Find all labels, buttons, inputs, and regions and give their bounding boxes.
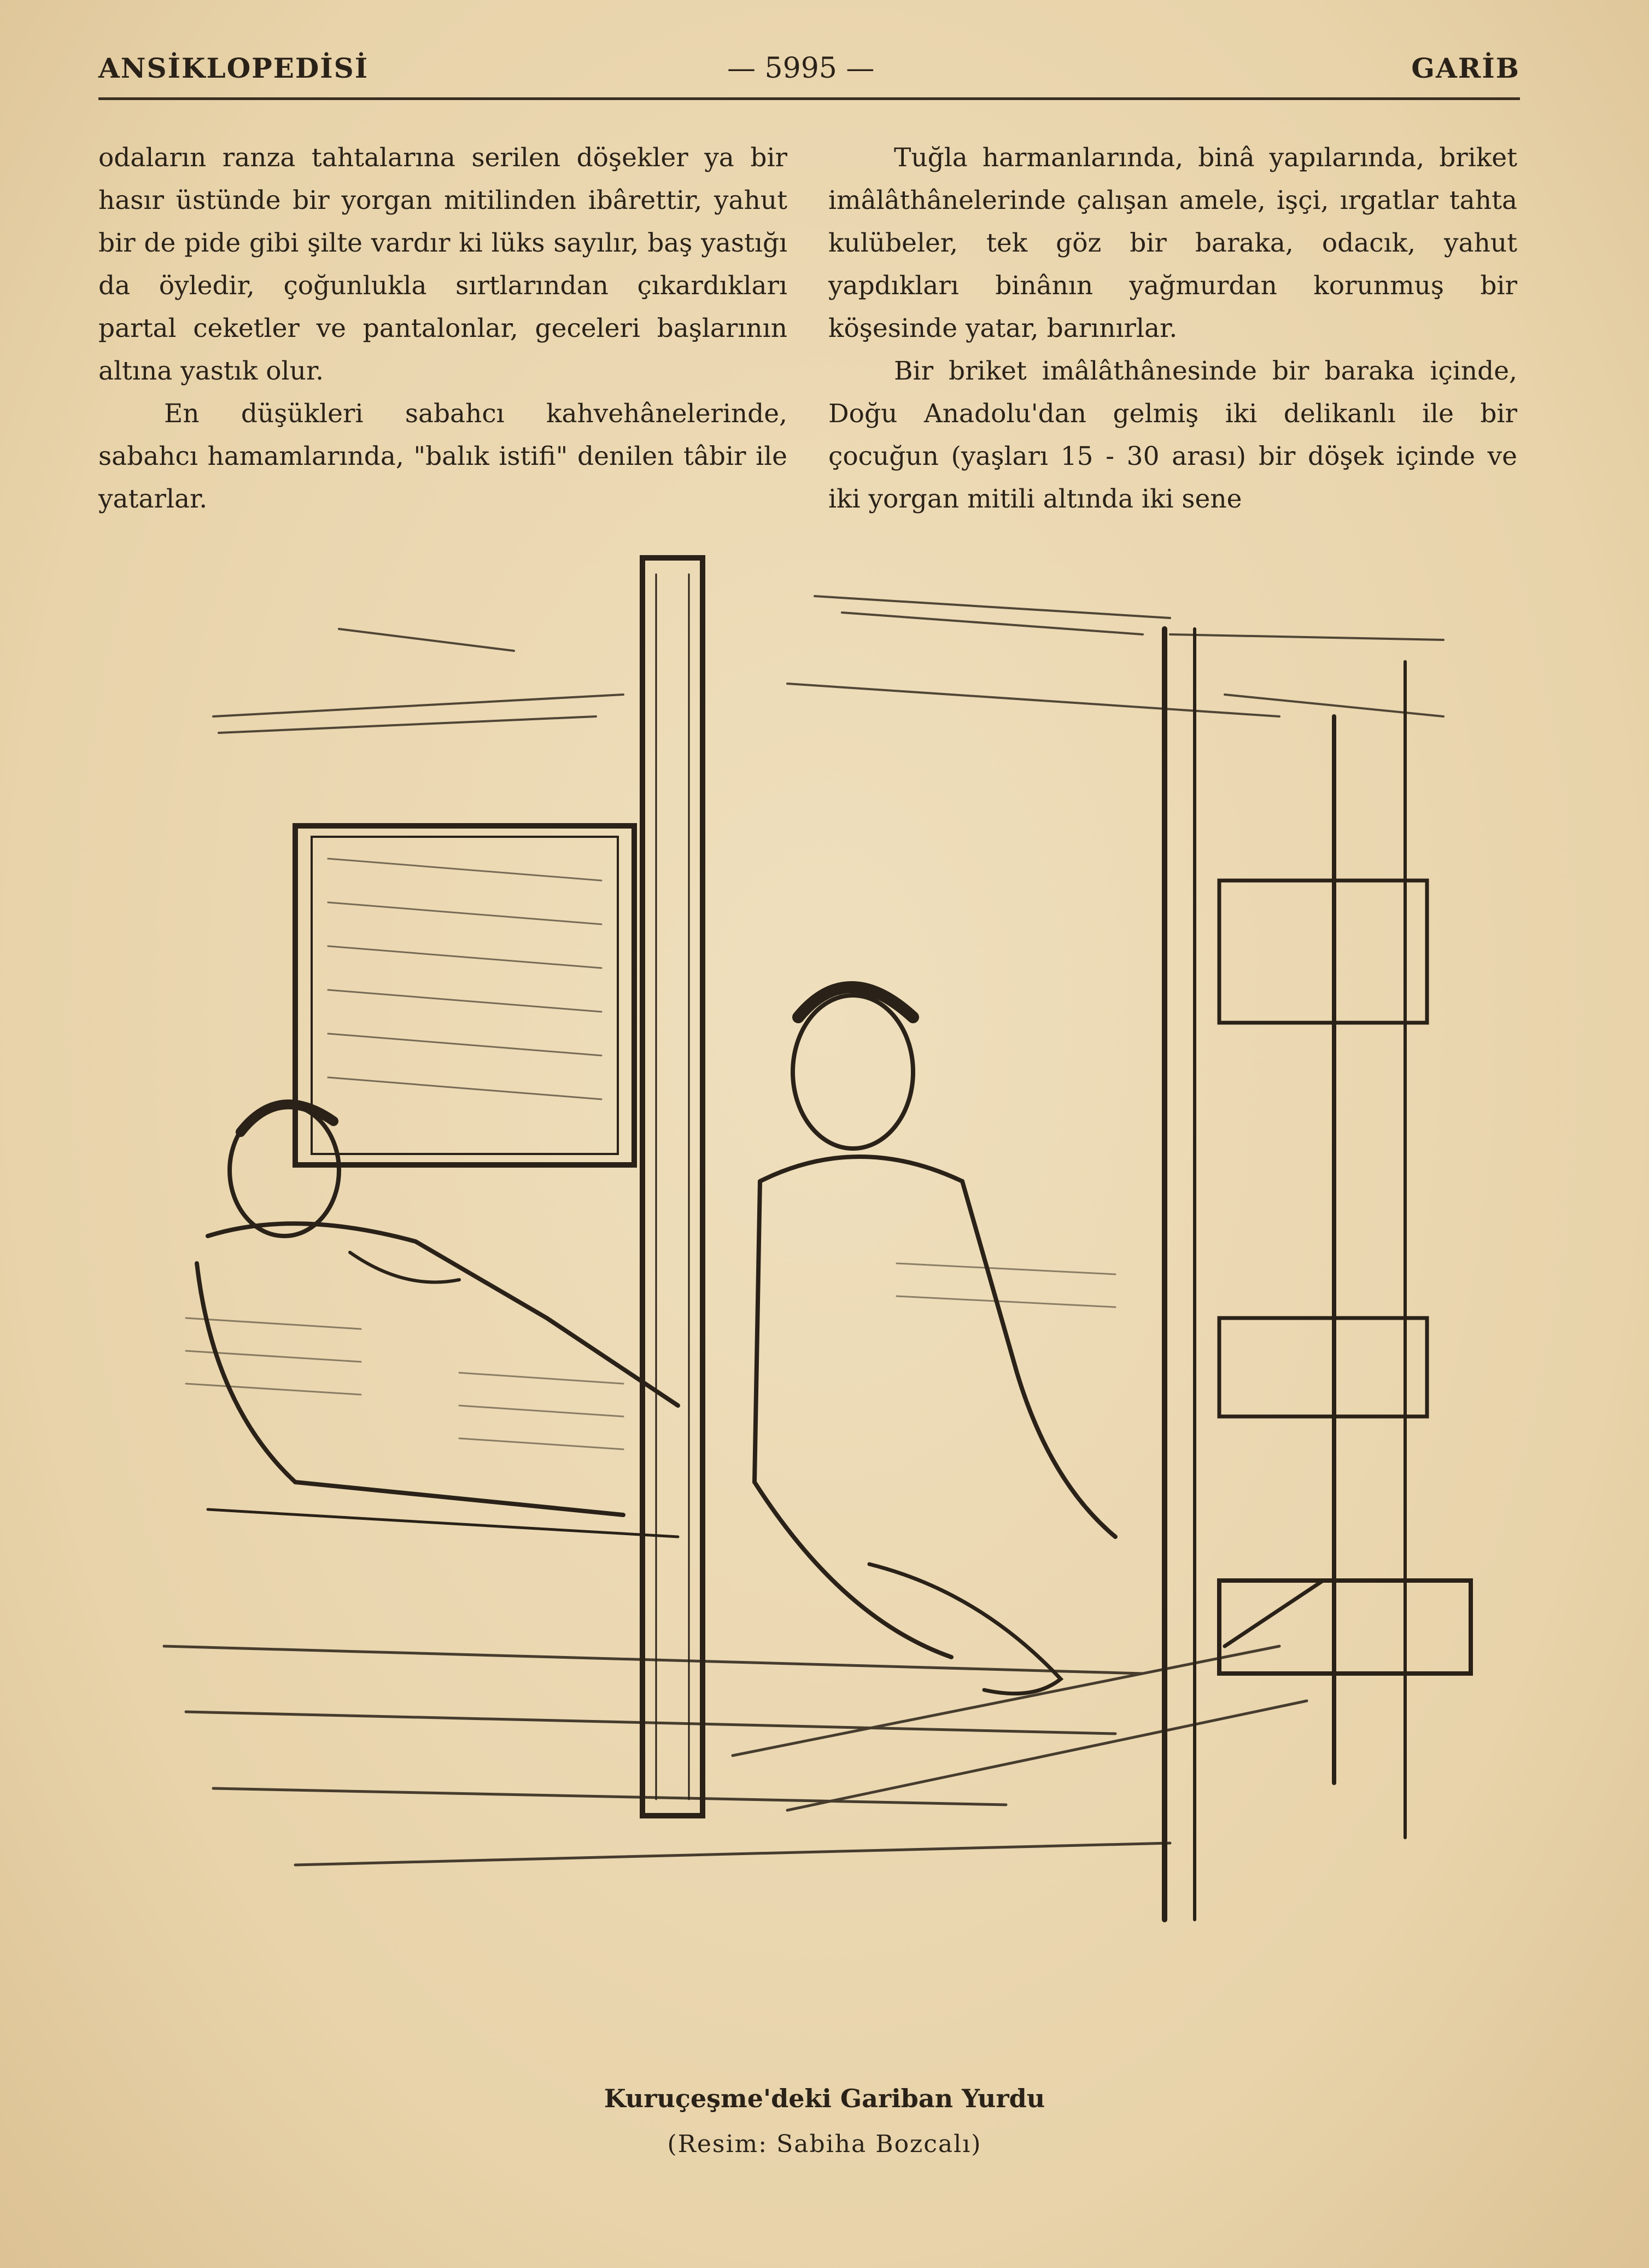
text-column-left bbox=[98, 137, 787, 521]
figure-caption: Kuruçeşme'deki Gariban Yurdu bbox=[604, 2084, 1045, 2113]
header-entry-title: GARİB bbox=[1411, 52, 1520, 84]
paragraph: Bir briket imâlâthânesinde bir baraka içinde, Doğu Anadolu'dan gelmiş iki delikanlı ile bir çocuğun (yaşları 15 - 30 arası) bir döşek içinde ve iki yorgan mitili altında iki sene bbox=[828, 356, 1517, 514]
page-header bbox=[98, 52, 1520, 96]
header-rule bbox=[98, 97, 1520, 100]
text-column-right bbox=[828, 137, 1517, 521]
paragraph: Tuğla harmanlarında, binâ yapılarında, briket imâlâthânelerinde çalışan amele, işçi, ırgatlar tahta kulübeler, tek göz bir baraka, odacık, yahut yapdıkları binânın yağmurdan korunmuş bir köşesinde yatar, barınırlar. bbox=[828, 143, 1517, 343]
illustration-barracks-sketch bbox=[131, 552, 1498, 2034]
paragraph: odaların ranza tahtalarına serilen döşekler ya bir hasır üstünde bir yorgan mitilinden ibârettir, yahut bir de pide gibi şilte vardır ki lüks sayılır, baş yastığı da öyledir, çoğunlukla sırtlarından çıkardıkları partal ceketler ve pantalonlar, geceleri başlarının altına yastık olur. bbox=[98, 143, 787, 386]
figure-credit: (Resim: Sabiha Bozcalı) bbox=[667, 2130, 982, 2158]
paragraph: En düşükleri sabahcı kahvehânelerinde, sabahcı hamamlarında, "balık istifi" denilen tâbir ile yatarlar. bbox=[98, 399, 787, 514]
page-number: — 5995 — bbox=[727, 52, 875, 85]
header-encyclopedia-title: ANSİKLOPEDİSİ bbox=[98, 52, 369, 84]
